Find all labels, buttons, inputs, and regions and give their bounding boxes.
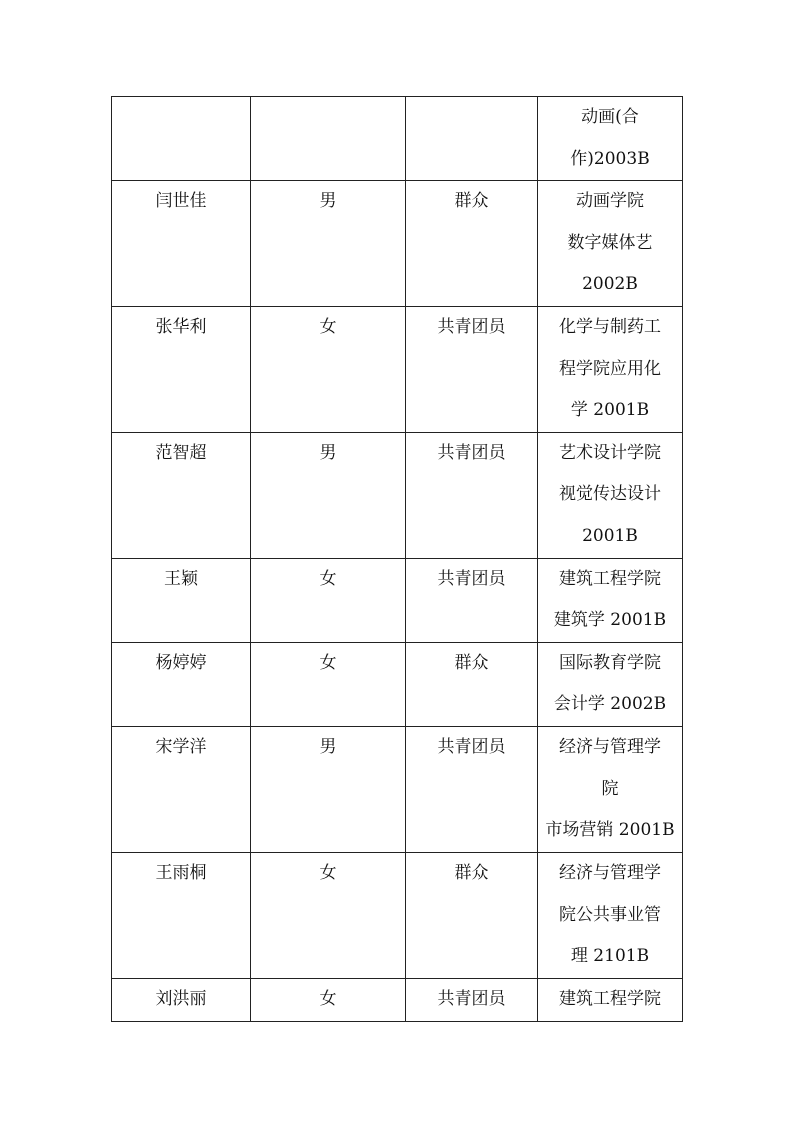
unit-line: 2002B: [582, 274, 638, 295]
unit-line: 动画(合: [581, 107, 639, 127]
table-row: [112, 642, 683, 726]
unit-line: 院: [601, 778, 619, 799]
college-major-class-cell: [538, 432, 683, 558]
table-row: [112, 558, 683, 642]
political-status-cell: 共青团员: [406, 978, 538, 1021]
gender-cell: [251, 97, 406, 181]
table-row: [112, 181, 683, 307]
college-major-class-cell: [538, 642, 683, 726]
college-major-class-cell: [538, 306, 683, 432]
gender-cell: 女: [251, 306, 406, 432]
unit-line: 经济与管理学: [559, 736, 661, 757]
unit-line: 学 2001B: [570, 400, 650, 421]
gender-cell: 女: [251, 642, 406, 726]
unit-line: 经济与管理学: [559, 862, 661, 883]
table-row: [112, 852, 683, 978]
name-cell: 王雨桐: [112, 852, 251, 978]
gender-cell: 男: [251, 432, 406, 558]
unit-line: 建筑工程学院: [559, 568, 661, 589]
political-status-cell: 共青团员: [406, 432, 538, 558]
gender-cell: 男: [251, 181, 406, 307]
unit-line: 建筑学 2001B: [553, 610, 667, 631]
name-cell: 范智超: [112, 432, 251, 558]
unit-line: 国际教育学院: [559, 652, 661, 673]
unit-line: 艺术设计学院: [559, 442, 661, 463]
political-status-cell: 群众: [406, 181, 538, 307]
political-status-cell: 群众: [406, 642, 538, 726]
political-status-cell: 共青团员: [406, 726, 538, 852]
unit-line: 化学与制药工: [559, 316, 661, 337]
college-major-class-cell: [538, 978, 683, 1021]
unit-line: 市场营销 2001B: [545, 820, 675, 841]
political-status-cell: 共青团员: [406, 306, 538, 432]
table-row: [112, 978, 683, 1021]
political-status-cell: 共青团员: [406, 558, 538, 642]
unit-line: 作)2003B: [570, 148, 650, 169]
political-status-cell: [406, 97, 538, 181]
table-row: [112, 432, 683, 558]
college-major-class-cell: [538, 97, 683, 181]
gender-cell: 男: [251, 726, 406, 852]
unit-line: 动画学院: [576, 191, 644, 212]
unit-line: 院公共事业管: [559, 904, 661, 925]
member-table: [111, 96, 683, 1022]
gender-cell: 女: [251, 852, 406, 978]
political-status-cell: 群众: [406, 852, 538, 978]
gender-cell: 女: [251, 978, 406, 1021]
unit-line: 数字媒体艺: [567, 232, 653, 253]
table-row: [112, 97, 683, 181]
college-major-class-cell: [538, 726, 683, 852]
name-cell: 刘洪丽: [112, 978, 251, 1021]
name-cell: [112, 97, 251, 181]
name-cell: 张华利: [112, 306, 251, 432]
name-cell: 杨婷婷: [112, 642, 251, 726]
college-major-class-cell: [538, 852, 683, 978]
unit-line: 视觉传达设计: [559, 484, 661, 505]
unit-line: 2001B: [582, 525, 638, 546]
table-row: [112, 726, 683, 852]
name-cell: 宋学洋: [112, 726, 251, 852]
college-major-class-cell: [538, 558, 683, 642]
name-cell: 王颖: [112, 558, 251, 642]
table-row: [112, 306, 683, 432]
unit-line: 理 2101B: [570, 946, 650, 967]
name-cell: 闫世佳: [112, 181, 251, 307]
gender-cell: 女: [251, 558, 406, 642]
unit-line: 建筑工程学院: [559, 988, 661, 1009]
college-major-class-cell: [538, 181, 683, 307]
unit-line: 程学院应用化: [559, 358, 661, 379]
unit-line: 会计学 2002B: [553, 694, 667, 715]
